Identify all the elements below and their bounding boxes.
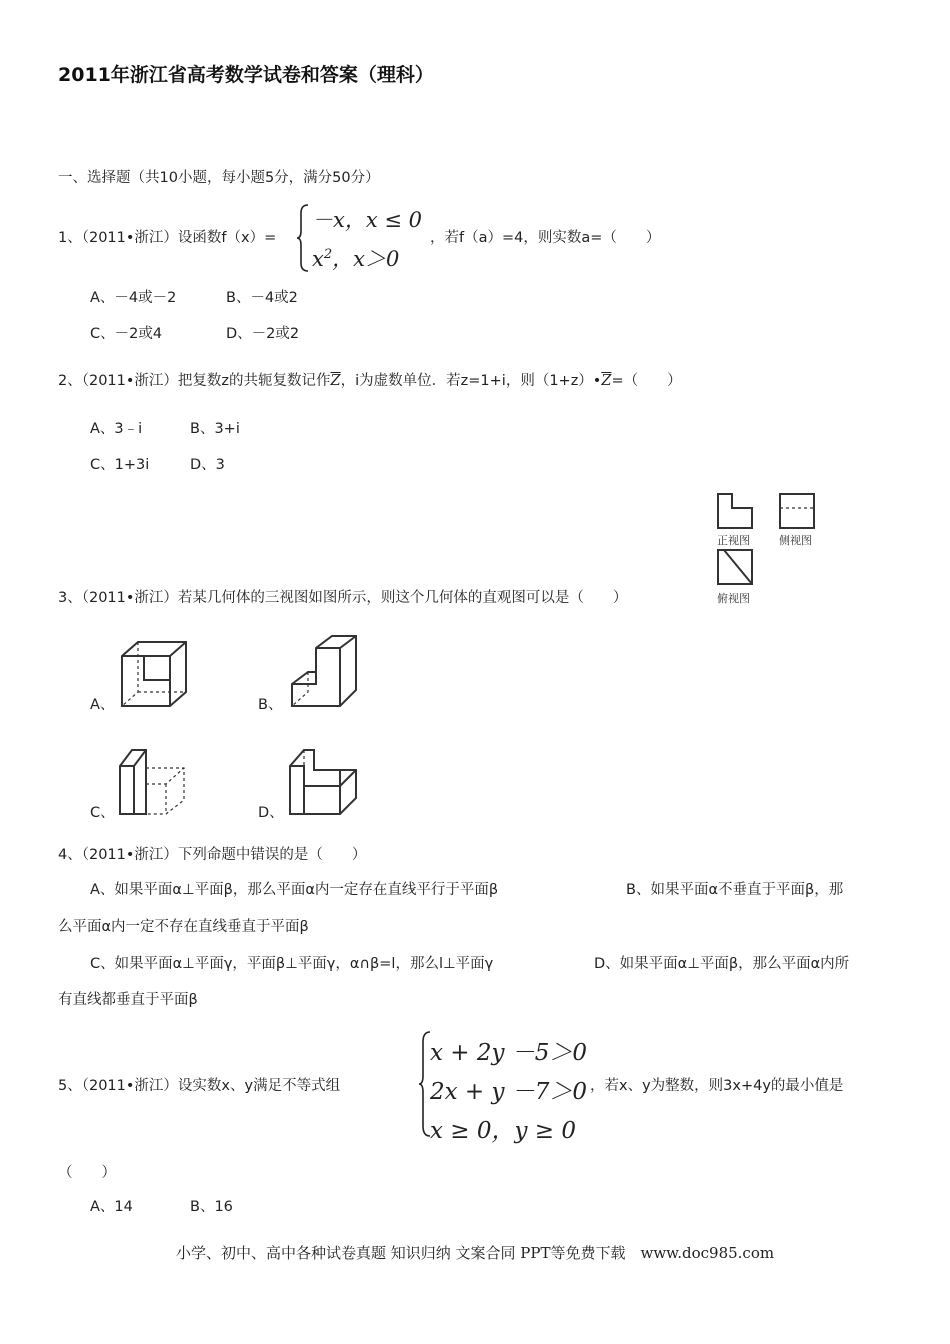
q1-prefix: 1、（2011•浙江）设函数f（x）= [58, 230, 277, 246]
q5-option-b: B、16 [190, 1199, 233, 1215]
q2-option-b: B、3+i [190, 421, 240, 437]
q2-line [58, 371, 682, 391]
q3-text: 3、（2011•浙江）若某几何体的三视图如图所示，则这个几何体的直观图可以是（ ） [58, 590, 628, 606]
q2-option-d: D、3 [190, 457, 225, 473]
q1-case-2 [312, 243, 399, 273]
top-view-label: 俯视图 [717, 592, 750, 605]
q5-prefix: 5、（2011•浙江）设实数x、y满足不等式组 [58, 1078, 341, 1094]
q2-text-c: =（ ） [611, 373, 682, 389]
q2-text-b: ，i为虚数单位．若z=1+i，则（1+z）• [340, 373, 602, 389]
q1-brace [296, 203, 310, 273]
q1-case-2-base: x [312, 247, 324, 271]
section-heading: 一、选择题（共10小题，每小题5分，满分50分） [58, 170, 380, 186]
q5-suffix: ，若x、y为整数，则3x+4y的最小值是 [590, 1078, 844, 1094]
q2-option-c: C、1+3i [90, 457, 150, 473]
q1-option-c: C、－2或4 [90, 326, 163, 342]
q3-option-a-label: A、 [90, 697, 115, 713]
q3-top-view [712, 546, 760, 590]
q4-option-d-start: D、如果平面α⊥平面β，那么平面α内所 [594, 956, 850, 972]
q1-suffix: ，若f（a）=4，则实数a=（ ） [430, 230, 661, 246]
q1-option-b: B、－4或2 [226, 290, 298, 306]
q3-option-a-figure [114, 634, 194, 712]
q1-case-2-exp: 2 [323, 247, 333, 262]
q3-option-b-label: B、 [258, 697, 283, 713]
q1-option-d: D、－2或2 [226, 326, 300, 342]
q2-zbar-2: $\overline{Z}$ [601, 373, 612, 389]
q3-option-d-figure [284, 744, 364, 822]
q5-paren: （ ） [58, 1165, 116, 1181]
page-footer: 小学、初中、高中各种试卷真题 知识归纳 文案合同 PPT等免费下载 www.doc985.com [176, 1244, 775, 1262]
q4-option-c: C、如果平面α⊥平面γ，平面β⊥平面γ，α∩β=l，那么l⊥平面γ [90, 956, 494, 972]
q5-ineq-2: 2x + y －7＞0 [430, 1079, 588, 1105]
q4-option-b-start: B、如果平面α不垂直于平面β，那 [626, 882, 844, 898]
front-view-shape [718, 494, 752, 528]
top-view-diagonal [724, 550, 752, 584]
q1-option-a: A、－4或－2 [90, 290, 177, 306]
page-title: 2011年浙江省高考数学试卷和答案（理科） [58, 64, 434, 86]
q3-option-d-label: D、 [258, 805, 284, 821]
q4-option-d-cont: 有直线都垂直于平面β [58, 992, 198, 1008]
q2-zbar-1: $\overline{Z}$ [330, 373, 341, 389]
q2-text-a: 2、（2011•浙江）把复数z的共轭复数记作 [58, 373, 331, 389]
q1-case-1: －x，x ≤ 0 [312, 208, 422, 232]
q3-option-b-figure [284, 634, 364, 712]
front-view-label: 正视图 [717, 534, 750, 547]
q4-text: 4、（2011•浙江）下列命题中错误的是（ ） [58, 847, 367, 863]
q4-option-a: A、如果平面α⊥平面β，那么平面α内一定存在直线平行于平面β [90, 882, 499, 898]
q1-case-2-cond: ，x＞0 [332, 247, 400, 271]
q5-ineq-3: x ≥ 0，y ≥ 0 [430, 1118, 577, 1144]
q3-option-c-label: C、 [90, 805, 115, 821]
q4-option-b-cont: 么平面α内一定不存在直线垂直于平面β [58, 919, 309, 935]
q2-option-a: A、3﹣i [90, 421, 143, 437]
q5-option-a: A、14 [90, 1199, 133, 1215]
q5-ineq-1: x + 2y －5＞0 [430, 1040, 588, 1066]
side-view-label: 侧视图 [779, 534, 812, 547]
side-view-shape [780, 494, 814, 528]
q3-front-side-views [712, 488, 822, 532]
q3-option-c-figure [114, 744, 194, 822]
